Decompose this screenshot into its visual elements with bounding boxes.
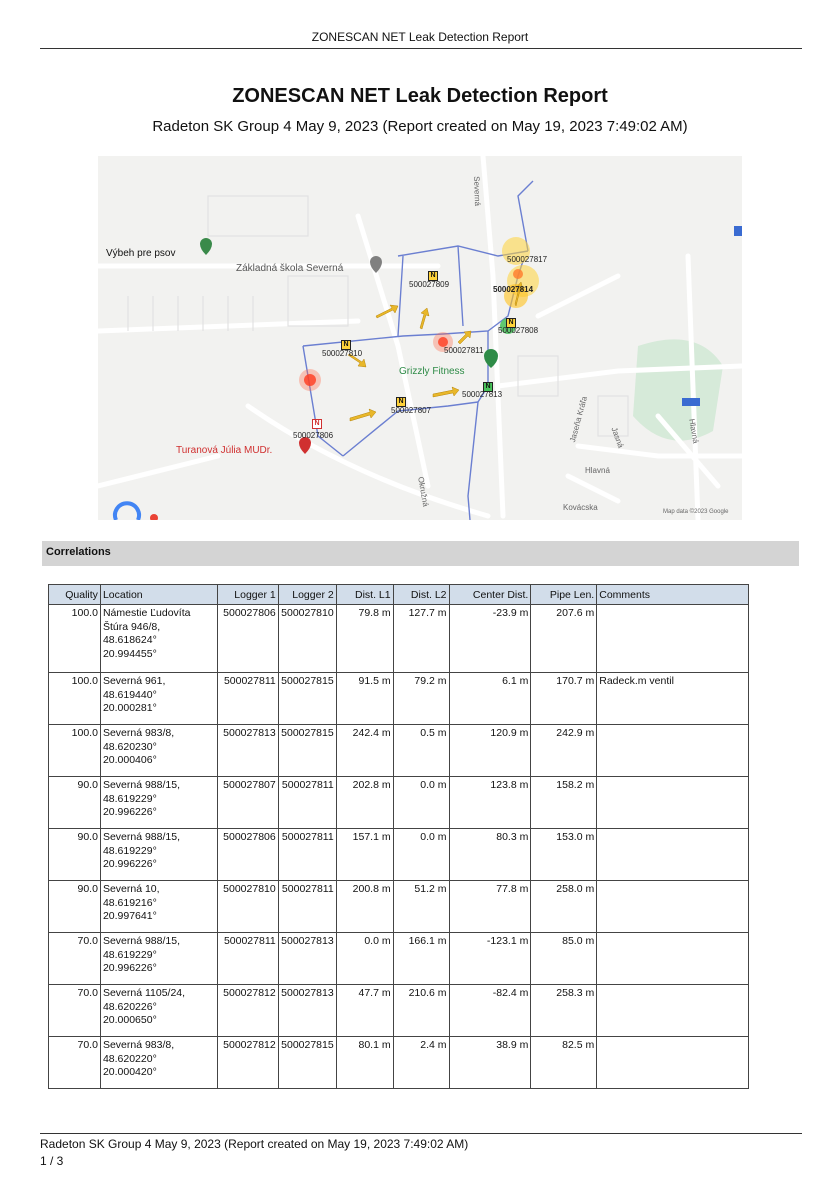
logger-marker[interactable]: N bbox=[506, 318, 516, 328]
poi-doctor[interactable]: Turanová Júlia MUDr. bbox=[176, 445, 273, 456]
logger-label: 500027817 bbox=[507, 255, 548, 264]
table-row[interactable] bbox=[49, 829, 749, 881]
pipe-len-cell: 258.0 m bbox=[531, 881, 597, 933]
center-dist-cell: -23.9 m bbox=[449, 605, 531, 673]
logger1-cell: 500027811 bbox=[217, 933, 278, 985]
table-row[interactable] bbox=[49, 985, 749, 1037]
quality-cell: 90.0 bbox=[49, 829, 101, 881]
location-cell bbox=[100, 829, 217, 881]
quality-cell: 70.0 bbox=[49, 1037, 101, 1089]
dist-l2-cell: 79.2 m bbox=[393, 673, 449, 725]
comment-cell bbox=[597, 605, 749, 673]
location-line: 48.619216° bbox=[102, 896, 157, 909]
location-line: Námestie Ľudovíta bbox=[102, 607, 191, 619]
quality-cell: 90.0 bbox=[49, 777, 101, 829]
footer-text: Radeton SK Group 4 May 9, 2023 (Report created on May 19, 2023 7:49:02 AM) bbox=[40, 1137, 469, 1151]
logger-label: 500027806 bbox=[293, 431, 334, 440]
street-label: Kovácska bbox=[563, 503, 598, 512]
logger1-cell: 500027811 bbox=[217, 673, 278, 725]
dist-l2-cell: 2.4 m bbox=[393, 1037, 449, 1089]
map-canvas bbox=[98, 156, 742, 520]
column-header-location[interactable]: Location bbox=[100, 585, 217, 605]
table-header-row bbox=[49, 585, 749, 605]
center-dist-cell: 38.9 m bbox=[449, 1037, 531, 1089]
column-header-pipe-len[interactable]: Pipe Len. bbox=[531, 585, 597, 605]
location-line: Severná 1105/24, bbox=[102, 987, 186, 999]
table-row[interactable] bbox=[49, 673, 749, 725]
report-subtitle: Radeton SK Group 4 May 9, 2023 (Report created on May 19, 2023 7:49:02 AM) bbox=[152, 118, 688, 135]
pipe-len-cell: 170.7 m bbox=[531, 673, 597, 725]
poi-gym[interactable]: Grizzly Fitness bbox=[399, 366, 465, 377]
pipe-len-cell: 258.3 m bbox=[531, 985, 597, 1037]
logger-label: 500027807 bbox=[391, 406, 432, 415]
center-dist-cell: 80.3 m bbox=[449, 829, 531, 881]
poi-school[interactable]: Základná škola Severná bbox=[236, 263, 344, 274]
column-header-quality[interactable]: Quality bbox=[49, 585, 101, 605]
comment-cell bbox=[597, 933, 749, 985]
logger-marker[interactable]: N bbox=[428, 271, 438, 281]
logger2-cell: 500027815 bbox=[278, 1037, 336, 1089]
column-header-dist-l1[interactable]: Dist. L1 bbox=[336, 585, 393, 605]
comment-cell bbox=[597, 1037, 749, 1089]
location-line: Severná 988/15, bbox=[102, 831, 180, 843]
correlations-section-header bbox=[42, 541, 799, 566]
logger-label: 500027809 bbox=[409, 280, 450, 289]
dist-l2-cell: 0.5 m bbox=[393, 725, 449, 777]
column-header-logger1[interactable]: Logger 1 bbox=[217, 585, 278, 605]
logger2-cell: 500027811 bbox=[278, 881, 336, 933]
dist-l2-cell: 127.7 m bbox=[393, 605, 449, 673]
dist-l1-cell: 79.8 m bbox=[336, 605, 393, 673]
location-cell bbox=[100, 1037, 217, 1089]
section-title: Correlations bbox=[46, 546, 111, 558]
dist-l1-cell: 157.1 m bbox=[336, 829, 393, 881]
location-line: 20.997641° bbox=[102, 910, 157, 922]
report-title: ZONESCAN NET Leak Detection Report bbox=[232, 85, 608, 107]
dist-l1-cell: 0.0 m bbox=[336, 933, 393, 985]
column-header-dist-l2[interactable]: Dist. L2 bbox=[393, 585, 449, 605]
location-cell bbox=[100, 881, 217, 933]
quality-cell: 100.0 bbox=[49, 605, 101, 673]
leak-map[interactable] bbox=[98, 156, 742, 520]
dist-l2-cell: 166.1 m bbox=[393, 933, 449, 985]
comment-cell bbox=[597, 985, 749, 1037]
location-line: 48.618624° bbox=[102, 634, 157, 646]
table-row[interactable] bbox=[49, 881, 749, 933]
table-row[interactable] bbox=[49, 1037, 749, 1089]
dist-l1-cell: 91.5 m bbox=[336, 673, 393, 725]
location-line: 20.996226° bbox=[102, 962, 157, 974]
pipe-len-cell: 85.0 m bbox=[531, 933, 597, 985]
dist-l1-cell: 47.7 m bbox=[336, 985, 393, 1037]
dist-l2-cell: 0.0 m bbox=[393, 777, 449, 829]
column-header-logger2[interactable]: Logger 2 bbox=[278, 585, 336, 605]
center-dist-cell: 123.8 m bbox=[449, 777, 531, 829]
logger2-cell: 500027813 bbox=[278, 933, 336, 985]
column-header-comments[interactable]: Comments bbox=[597, 585, 749, 605]
location-line: Štúra 946/8, bbox=[102, 620, 161, 633]
location-line: 48.619229° bbox=[102, 948, 157, 961]
page-number: 1 / 3 bbox=[40, 1154, 64, 1168]
street-label: Severná bbox=[472, 176, 483, 207]
poi-dog-park[interactable]: Výbeh pre psov bbox=[106, 248, 176, 259]
logger2-cell: 500027815 bbox=[278, 673, 336, 725]
location-cell bbox=[100, 777, 217, 829]
correlations-table bbox=[48, 584, 749, 1089]
logger-marker[interactable]: N bbox=[341, 340, 351, 350]
logger1-cell: 500027810 bbox=[217, 881, 278, 933]
logger-label: 500027814 bbox=[493, 285, 534, 294]
logger2-cell: 500027810 bbox=[278, 605, 336, 673]
logger1-cell: 500027813 bbox=[217, 725, 278, 777]
logger-label: 500027808 bbox=[498, 326, 539, 335]
logger1-cell: 500027812 bbox=[217, 985, 278, 1037]
logger-marker[interactable]: N bbox=[483, 382, 493, 392]
center-dist-cell: 6.1 m bbox=[449, 673, 531, 725]
quality-cell: 100.0 bbox=[49, 725, 101, 777]
pipe-len-cell: 207.6 m bbox=[531, 605, 597, 673]
header-rule bbox=[40, 48, 802, 49]
logger1-cell: 500027807 bbox=[217, 777, 278, 829]
location-line: Severná 988/15, bbox=[102, 935, 180, 947]
quality-cell: 70.0 bbox=[49, 933, 101, 985]
location-cell bbox=[100, 605, 217, 673]
comment-cell bbox=[597, 829, 749, 881]
logger2-cell: 500027815 bbox=[278, 725, 336, 777]
location-line: 20.000406° bbox=[102, 754, 157, 766]
location-line: 20.996226° bbox=[102, 806, 157, 818]
logger-marker[interactable]: N bbox=[396, 397, 406, 407]
dist-l1-cell: 202.8 m bbox=[336, 777, 393, 829]
center-dist-cell: 77.8 m bbox=[449, 881, 531, 933]
street-label: Jasná bbox=[609, 426, 626, 450]
location-cell bbox=[100, 933, 217, 985]
location-line: Severná 983/8, bbox=[102, 1039, 175, 1051]
logger1-cell: 500027812 bbox=[217, 1037, 278, 1089]
location-line: Severná 983/8, bbox=[102, 727, 175, 739]
comment-cell bbox=[597, 725, 749, 777]
location-line: 48.619440° bbox=[102, 688, 157, 701]
logger2-cell: 500027811 bbox=[278, 777, 336, 829]
street-label: Hlavná bbox=[687, 418, 701, 445]
location-line: 48.620230° bbox=[102, 740, 157, 753]
map-copyright: Map data ©2023 Google bbox=[663, 509, 729, 515]
street-label: Jaseňa Kráľa bbox=[568, 395, 589, 444]
comment-cell bbox=[597, 881, 749, 933]
location-line: 20.000420° bbox=[102, 1066, 157, 1078]
dist-l1-cell: 200.8 m bbox=[336, 881, 393, 933]
dist-l2-cell: 51.2 m bbox=[393, 881, 449, 933]
logger-label: 500027811 bbox=[444, 346, 484, 355]
comment-cell: Radeck.m ventil bbox=[597, 673, 749, 725]
logger-label: 500027813 bbox=[462, 390, 503, 399]
logger-label: 500027810 bbox=[322, 349, 363, 358]
location-line: Severná 10, bbox=[102, 883, 160, 895]
pipe-len-cell: 242.9 m bbox=[531, 725, 597, 777]
dist-l2-cell: 0.0 m bbox=[393, 829, 449, 881]
logger1-cell: 500027806 bbox=[217, 605, 278, 673]
pipe-len-cell: 158.2 m bbox=[531, 777, 597, 829]
column-header-center-dist[interactable]: Center Dist. bbox=[449, 585, 531, 605]
location-line: 48.620226° bbox=[102, 1000, 157, 1013]
dist-l2-cell: 210.6 m bbox=[393, 985, 449, 1037]
table-row[interactable] bbox=[49, 777, 749, 829]
pipe-len-cell: 82.5 m bbox=[531, 1037, 597, 1089]
location-cell bbox=[100, 673, 217, 725]
street-label: Okružná bbox=[416, 476, 431, 508]
location-line: 48.619229° bbox=[102, 844, 157, 857]
table-row[interactable] bbox=[49, 933, 749, 985]
location-line: 20.000650° bbox=[102, 1014, 157, 1026]
center-dist-cell: -82.4 m bbox=[449, 985, 531, 1037]
location-cell bbox=[100, 985, 217, 1037]
running-header: ZONESCAN NET Leak Detection Report bbox=[311, 30, 529, 44]
location-line: 20.996226° bbox=[102, 858, 157, 870]
comment-cell bbox=[597, 777, 749, 829]
center-dist-cell: 120.9 m bbox=[449, 725, 531, 777]
footer-rule bbox=[40, 1133, 802, 1134]
quality-cell: 70.0 bbox=[49, 985, 101, 1037]
table-row[interactable] bbox=[49, 605, 749, 673]
location-line: 20.994455° bbox=[102, 647, 157, 660]
logger2-cell: 500027811 bbox=[278, 829, 336, 881]
location-line: Severná 961, bbox=[102, 675, 166, 687]
logger2-cell: 500027813 bbox=[278, 985, 336, 1037]
center-dist-cell: -123.1 m bbox=[449, 933, 531, 985]
logger-marker[interactable]: N bbox=[312, 419, 322, 429]
dist-l1-cell: 80.1 m bbox=[336, 1037, 393, 1089]
logger1-cell: 500027806 bbox=[217, 829, 278, 881]
location-cell bbox=[100, 725, 217, 777]
location-line: 48.620220° bbox=[102, 1052, 157, 1065]
quality-cell: 90.0 bbox=[49, 881, 101, 933]
location-line: 20.000281° bbox=[102, 702, 157, 714]
pipe-len-cell: 153.0 m bbox=[531, 829, 597, 881]
table-row[interactable] bbox=[49, 725, 749, 777]
quality-cell: 100.0 bbox=[49, 673, 101, 725]
location-line: 48.619229° bbox=[102, 792, 157, 805]
location-line: Severná 988/15, bbox=[102, 779, 180, 791]
street-label: Hlavná bbox=[585, 466, 610, 475]
dist-l1-cell: 242.4 m bbox=[336, 725, 393, 777]
